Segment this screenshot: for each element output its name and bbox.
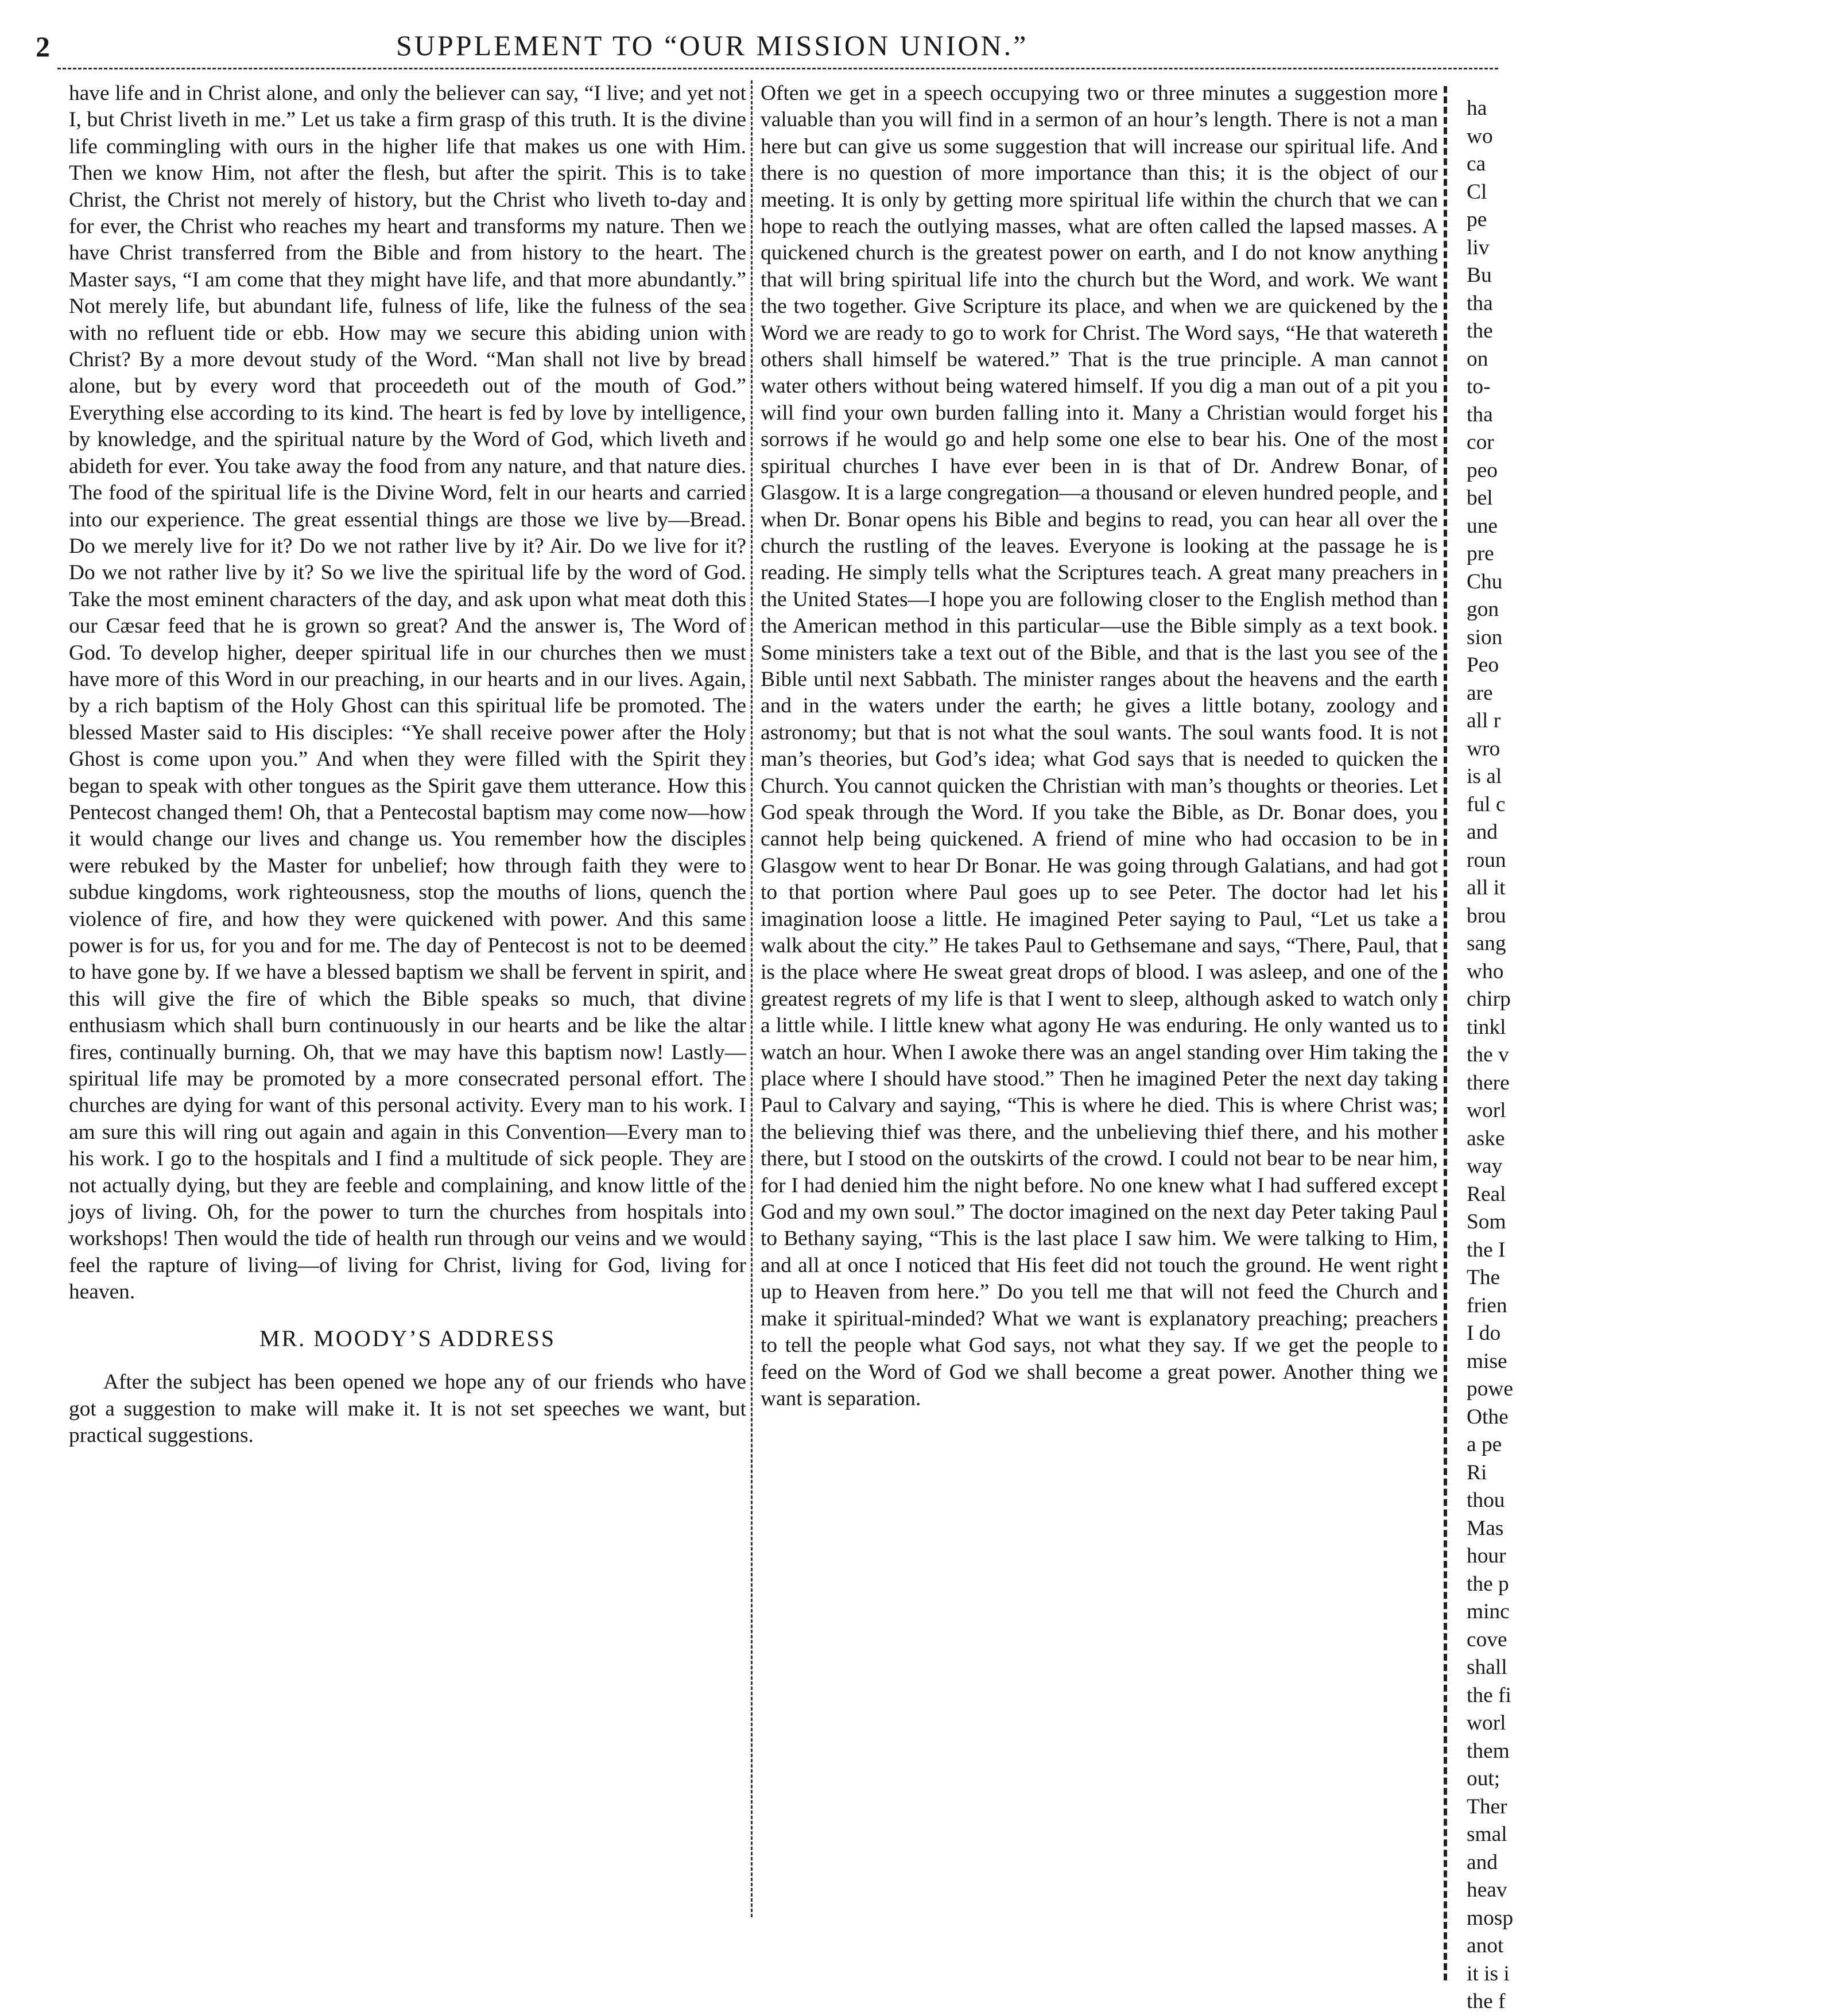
right-column-fragment: Ther (1467, 1794, 1507, 1819)
right-column-fragment: wo (1467, 124, 1493, 148)
middle-column (761, 80, 1438, 1412)
right-column-fragment: the (1467, 319, 1493, 343)
right-column-fragment: tha (1467, 402, 1493, 427)
right-column-fragment: sang (1467, 932, 1506, 955)
right-column-fragment: are (1467, 681, 1493, 705)
right-column-fragment: mosp (1467, 1906, 1514, 1930)
left-column-paragraph-2: After the subject has been opened we hope any of our friends who have got a suggestion to make will make it. It is not set speeches we want, but practical suggestions. (69, 1370, 746, 1447)
right-column-fragment: Real (1467, 1182, 1506, 1206)
right-column-fragment: way (1467, 1154, 1503, 1178)
right-column-fragment: and (1467, 820, 1498, 844)
right-column-fragment: pe (1467, 208, 1487, 231)
right-column-fragment: out; (1467, 1767, 1500, 1790)
right-column-fragment: the v (1467, 1043, 1509, 1067)
right-column-fragment: there (1467, 1071, 1510, 1095)
right-column-fragment: anot (1467, 1934, 1504, 1957)
header-rule (57, 68, 1498, 69)
right-column-fragment: bel (1467, 486, 1493, 510)
right-column-fragment: chirp (1467, 987, 1511, 1011)
right-column-fragment: who (1467, 959, 1504, 983)
right-column-fragment: hour (1467, 1544, 1506, 1568)
right-column-fragment: the I (1467, 1238, 1506, 1262)
column-rule-right (1444, 86, 1447, 1980)
column-rule (751, 80, 753, 1917)
right-column-fragment: ful c (1467, 792, 1506, 816)
right-column-fragment: Chu (1467, 569, 1503, 594)
right-column-fragment: is al (1467, 765, 1502, 788)
right-column-fragment: liv (1467, 235, 1490, 259)
right-column-fragment: mise (1467, 1349, 1507, 1373)
right-column-fragment: them (1467, 1739, 1510, 1763)
right-column-fragment: tinkl (1467, 1015, 1506, 1039)
right-column-fragment: all r (1467, 709, 1501, 732)
right-column-fragment: to- (1467, 375, 1491, 398)
right-column-fragment: roun (1467, 848, 1506, 872)
right-column-fragment: worl (1467, 1711, 1506, 1735)
right-column-fragment: pre (1467, 542, 1494, 565)
right-column-fragment: I do (1467, 1321, 1501, 1345)
right-column-fragment: the p (1467, 1572, 1509, 1596)
running-title: SUPPLEMENT TO “OUR MISSION UNION.” (396, 29, 1029, 61)
right-column-fragment: wro (1467, 736, 1500, 761)
right-column-fragment: shall (1467, 1656, 1507, 1679)
right-column-fragment: une (1467, 514, 1498, 538)
right-column-fragments (1467, 95, 1834, 2016)
right-column-fragment: minc (1467, 1600, 1510, 1623)
section-heading: MR. MOODY’S ADDRESS (259, 1325, 556, 1351)
left-column (69, 80, 746, 1449)
middle-column-paragraph: Often we get in a speech occupying two or three minutes a suggestion more valuable than you will find in a sermon of an hour’s length. There is not a man here but can give us some suggestion that will increase our spiritual life. And there is no question of more importance than this; it is the object of our meeting. It is only by getting more spiritual life within the church that we can hope to reach the outlying masses, what are often called the lapsed masses. A quickened church is the greatest power on earth, and I do not know anything that will bring spiritual life into the church but the Word, and work. We want the two together. Give Scripture its place, and when we are quickened by the Word we are ready to go to work for Christ. The Word says, “He that watereth others shall himself be watered.” That is the true principle. A man cannot water others without being watered himself. If you dig a man out of a pit you will find your own burden falling into it. Many a Christian would forget his sorrows if he would go and help some one else to bear his. One of the most spiritual churches I have ever been in is that of Dr. Andrew Bonar, of Glasgow. It is a large congregation—a thousand or eleven hundred people, and when Dr. Bonar opens his Bible and begins to read, you can hear all over the church the rustling of the leaves. Everyone is looking at the passage he is reading. He simply tells what the Scriptures teach. A great many preachers in the United States—I hope you are following closer to the English method than the American method in this particular—use the Bible simply as a text book. Some ministers take a text out of the Bible, and that is the last you see of the Bible until next Sabbath. The minister ranges about the heavens and the earth and in the waters under the earth; he gives a little botany, zoology and astronomy; but that is not what the soul wants. The soul wants food. It is not man’s theories, but God’s idea; what God says that is needed to quicken the Church. You cannot quicken the Christian with man’s thoughts or theories. Let God speak through the Word. If you take the Bible, as Dr. Bonar does, you cannot help being quickened. A friend of mine who had occasion to be in Glasgow went to hear Dr Bonar. He was going through Galatians, and had got to that portion where Paul goes up to see Peter. The doctor had let his imagination loose a little. He imagined Peter saying to Paul, “Let us take a walk about the city.” He takes Paul to Gethsemane and says, “There, Paul, that is the place where He sweat great drops of blood. I was asleep, and one of the greatest regrets of my life is that I went to sleep, although asked to watch only a little while. I little knew what agony He was enduring. He only wanted us to watch an hour. When I awoke there was an angel standing over Him taking the place where I should have stood.” Then he imagined Peter the next day taking Paul to Calvary and saying, “This is where he died. This is where Christ was; the believing thief was there, and the unbelieving thief there, and his mother there, but I stood on the outskirts of the crowd. I could not bear to be near him, for I had denied him the night before. No one knew what I had suffered except God and my own soul.” The doctor imagined on the next day Peter taking Paul to Bethany saying, “This is the last place I saw him. We were talking to Him, and all at once I noticed that His feet did not touch the ground. He went right up to Heaven from here.” Do you tell me that will not feed the Church and make it spiritual-minded? What we want is explanatory preaching; preachers to tell the people what God says, not what they say. If we get the people to feed on the Word of God we shall become a great power. Another thing we want is separation. (761, 82, 1438, 1410)
page-number: 2 (36, 30, 50, 63)
right-column-fragment: frien (1467, 1293, 1507, 1317)
right-column-fragment: sion (1467, 625, 1503, 649)
right-column-fragment: tha (1467, 291, 1493, 315)
right-column-fragment: it is i (1467, 1961, 1510, 1986)
right-column-fragment: Cl (1467, 180, 1487, 204)
right-column-fragment: peo (1467, 458, 1498, 482)
right-column-fragment: the f (1467, 1990, 1506, 2013)
right-column-fragment: Ri (1467, 1460, 1487, 1484)
right-column-fragment: Othe (1467, 1405, 1509, 1429)
right-column-fragment: on (1467, 347, 1488, 371)
right-column-fragment: a pe (1467, 1433, 1502, 1456)
right-column-fragment: brou (1467, 904, 1506, 928)
right-column-fragment: The (1467, 1266, 1500, 1289)
right-column-fragment: worl (1467, 1099, 1506, 1122)
right-column-fragment: powe (1467, 1377, 1513, 1401)
right-column-fragment: cove (1467, 1627, 1507, 1651)
right-column-fragment: Peo (1467, 653, 1499, 677)
left-column-paragraph: have life and in Christ alone, and only the believer can say, “I live; and yet not I, but Christ liveth in me.” Let us take a firm grasp of this truth. It is the divine life commingling with ours in the higher life that makes us one with Him. Then we know Him, not after the flesh, but after the spirit. This is to take Christ, the Christ not merely of history, but the Christ who liveth to-day and for ever, the Christ who reaches my heart and transforms my nature. Then we have Christ transferred from the Bible and from history to the heart. The Master says, “I am come that they might have life, and that more abundantly.” Not merely life, but abundant life, fulness of life, like the fulness of the sea with no refluent tide or ebb. How may we secure this abiding union with Christ? By a more devout study of the Word. “Man shall not live by bread alone, but by every word that proceedeth out of the mouth of God.” Everything else according to its kind. The heart is fed by love by intelligence, by knowledge, and the spiritual nature by the Word of God, which liveth and abideth for ever. You take away the food from any nature, and that nature dies. The food of the spiritual life is the Divine Word, felt in our hearts and carried into our experience. The great essential things are those we live by—Bread. Do we merely live for it? Do we not rather live by it? Air. Do we live for it? Do we not rather live by it? So we live the spiritual life by the word of God. Take the most eminent characters of the day, and ask upon what meat doth this our Cæsar feed that he is grown so great? And the answer is, The Word of God. To develop higher, deeper spiritual life in our churches then we must have more of this Word in our preaching, in our hearts and in our lives. Again, by a rich baptism of the Holy Ghost can this spiritual life be promoted. The blessed Master said to His disciples: “Ye shall receive power after the Holy Ghost is come upon you.” And when they were filled with the Spirit they began to speak with other tongues as the Spirit gave them utterance. How this Pentecost changed them! Oh, that a Pentecostal baptism may come now—how it would change our lives and change us. You remember how the disciples were rebuked by the Master for unbelief; how through faith they were to subdue kingdoms, work righteousness, stop the mouths of lions, quench the violence of fire, and how they were quickened with power. And this same power is for us, for you and for me. The day of Pentecost is not to be deemed to have gone by. If we have a blessed baptism we shall be fervent in spirit, and this will give the fire of which the Bible speaks so much, that divine enthusiasm which shall burn continuously in our hearts and be like the altar fires, continually burning. Oh, that we may have this baptism now! Lastly—spiritual life may be promoted by a more consecrated personal effort. The churches are dying for want of this personal activity. Every man to his work. I am sure this will ring out again and again in this Convention—Every man to his work. I go to the hospitals and I find a multitude of sick people. They are not actually dying, but they are feeble and complaining, and know little of the joys of living. Oh, for the power to turn the churches from hospitals into workshops! Then would the tide of health run through our veins and we would feel the rapture of living—of living for Christ, living for God, living for heaven. (69, 82, 746, 1304)
right-column-fragment: gon (1467, 598, 1499, 621)
right-column-fragment: cor (1467, 431, 1494, 454)
right-column-fragment: the fi (1467, 1683, 1511, 1707)
right-column-fragment: all it (1467, 876, 1506, 900)
right-column-fragment: heav (1467, 1878, 1507, 1902)
right-column-fragment: ca (1467, 152, 1486, 176)
right-column-fragment: Bu (1467, 263, 1492, 287)
right-column-fragment: ha (1467, 96, 1487, 120)
right-column-fragment: smal (1467, 1823, 1507, 1846)
right-column-fragment: thou (1467, 1488, 1505, 1512)
right-column-fragment: Mas (1467, 1516, 1504, 1540)
right-column-fragment: and (1467, 1850, 1498, 1874)
right-column-fragment: aske (1467, 1126, 1505, 1150)
right-column-fragment: Som (1467, 1210, 1506, 1234)
